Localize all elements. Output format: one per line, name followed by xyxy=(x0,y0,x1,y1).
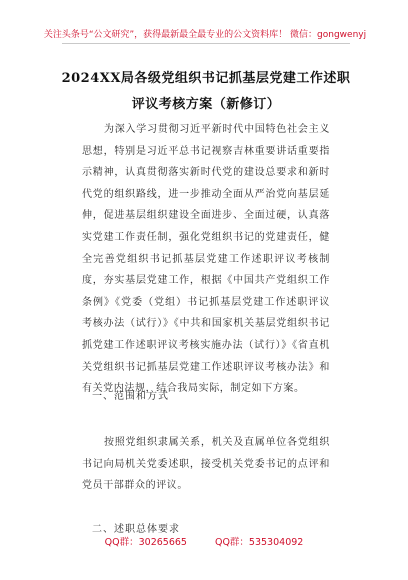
body-paragraph-2: 按照党组织隶属关系，机关及直属单位各党组织书记向局机关党委述职，接受机关党委书记的点评和党员干部群众的评议。 xyxy=(82,437,330,492)
header-divider xyxy=(62,43,350,44)
section-heading-1: 一、范围和方式 xyxy=(92,391,169,402)
section-heading-2: 二、述职总体要求 xyxy=(92,524,180,535)
header-banner: 关注头条号“公文研究”，获得最新最全最专业的公文资料库！ 微信：gongwenyj xyxy=(43,30,367,40)
footer-qq-group-2: QQ群：535304092 xyxy=(214,537,304,548)
document-title: 2024XX局各级党组织书记抓基层党建工作述职评议考核方案（新修订） xyxy=(61,71,351,112)
footer-contact xyxy=(0,534,408,548)
footer-qq-group-1: QQ群：30265665 xyxy=(104,537,187,548)
body-paragraph-1: 为深入学习贯彻习近平新时代中国特色社会主义思想，特别是习近平总书记视察吉林重要讲话重要指示精神，认真贯彻落实新时代党的建设总要求和新时代党的组织路线，进一步推动全面从严治党向基层延伸，促进基层组织建设全面进步、全面过硬，认真落实党建工作责任制，强化党组织书记的党建责任，健全完善党组织书记抓基层党建工作述职评议考核制度，夯实基层党建工作，根据《中国共产党组织工作条例》《党委（党组）书记抓基层党建工作述职评议考核办法（试行）》《中共和国家机关基层党组织书记抓党建工作述职评议考核实施办法（试行）》《省直机关党组织书记抓基层党建工作述职评议考核办法》和有关党内法规，结合我局实际，制定如下方案。 xyxy=(82,124,330,395)
